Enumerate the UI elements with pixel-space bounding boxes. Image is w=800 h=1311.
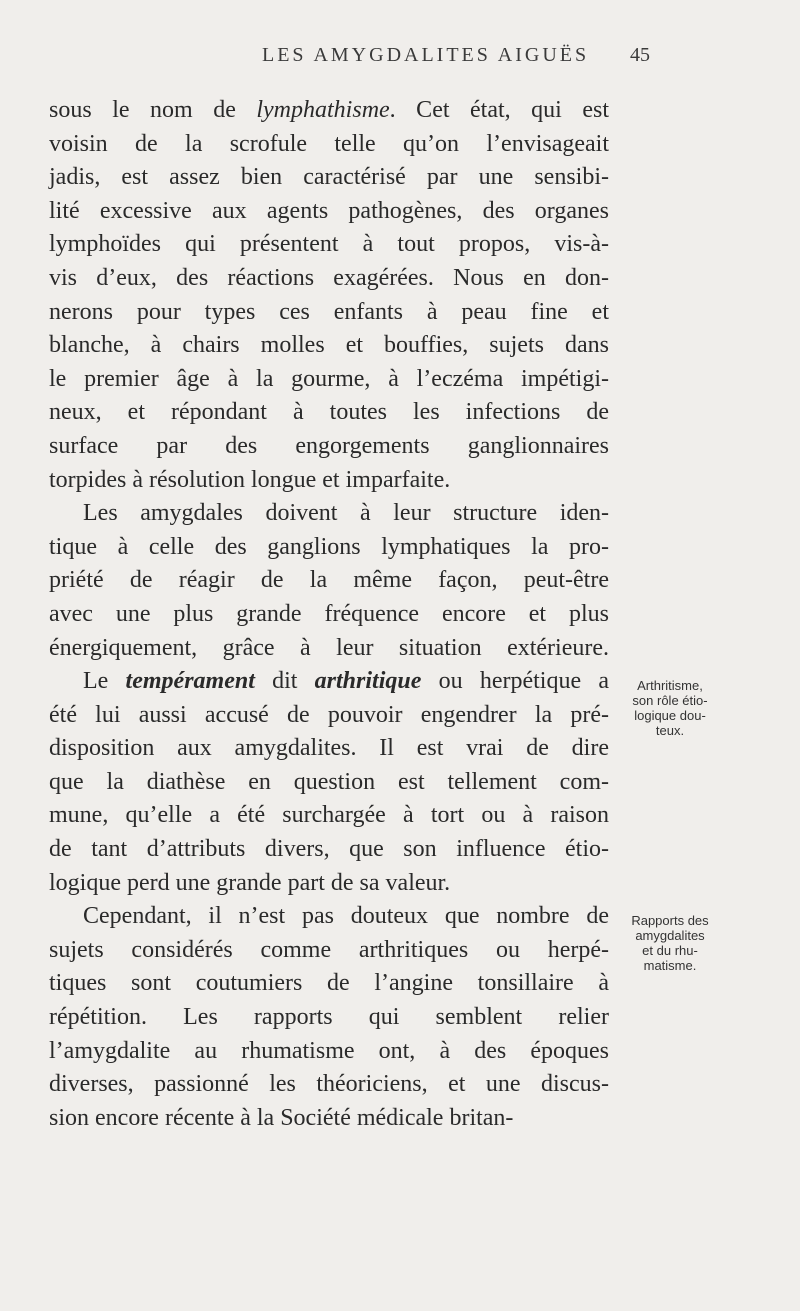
text-segment: torpides à résolution longue et imparfaite. xyxy=(49,466,451,493)
text-line xyxy=(49,497,609,531)
text-segment: le premier âge à la gourme, à l’eczéma impétigi- xyxy=(49,365,609,392)
text-segment: ou herpétique a xyxy=(421,668,610,695)
text-line xyxy=(49,531,609,565)
text-line xyxy=(49,228,609,262)
text-segment: Le xyxy=(83,668,126,695)
emphasized-term: tempérament xyxy=(125,668,255,695)
text-line xyxy=(49,464,609,498)
text-line xyxy=(49,1102,609,1136)
margin-note-line: Arthritisme, xyxy=(637,678,703,693)
text-segment: logique perd une grande part de sa valeur. xyxy=(49,869,451,896)
text-segment: que la diathèse en question est tellement com- xyxy=(49,768,609,795)
text-line xyxy=(49,564,609,598)
emphasized-term: lymphathisme xyxy=(256,97,390,123)
text-line xyxy=(49,699,609,733)
text-segment: été lui aussi accusé de pouvoir engendrer la pré- xyxy=(49,701,609,728)
text-segment: Cependant, il n’est pas douteux que nombre de xyxy=(83,903,609,930)
text-line xyxy=(49,766,609,800)
text-segment: sujets considérés comme arthritiques ou herpé- xyxy=(49,936,609,963)
text-line xyxy=(49,161,609,195)
text-segment: dit xyxy=(254,668,315,695)
text-segment: vis d’eux, des réactions exagérées. Nous en don- xyxy=(49,264,609,291)
text-line xyxy=(49,262,609,296)
text-line xyxy=(49,296,609,330)
text-segment: neux, et répondant à toutes les infections de xyxy=(49,399,609,426)
text-segment: répétition. Les rapports qui semblent relier xyxy=(49,1004,609,1031)
text-line xyxy=(49,1035,609,1069)
text-segment: diverses, passionné les théoriciens, et une discus- xyxy=(49,1071,609,1098)
text-segment: tiques sont coutumiers de l’angine tonsillaire à xyxy=(49,970,609,997)
text-segment: priété de réagir de la même façon, peut-être xyxy=(49,567,609,594)
margin-note-line: et du rhu- xyxy=(642,943,698,958)
margin-note-line: matisme. xyxy=(643,958,697,973)
emphasized-term: arthritique xyxy=(314,668,422,695)
text-segment: jadis, est assez bien caractérisé par une sensibi- xyxy=(49,164,609,191)
text-segment: voisin de la scrofule telle qu’on l’envisageait xyxy=(49,130,609,157)
text-line xyxy=(49,430,609,464)
text-segment: Les amygdales doivent à leur structure iden- xyxy=(83,500,609,527)
text-line xyxy=(49,934,609,968)
text-line xyxy=(49,1001,609,1035)
text-segment: lité excessive aux agents pathogènes, des organes xyxy=(49,197,609,224)
text-segment: mune, qu’elle a été surchargée à tort ou à raison xyxy=(49,802,609,829)
running-title: LES AMYGDALITES AIGUËS xyxy=(262,44,590,66)
text-line xyxy=(49,900,609,934)
margin-note-line: son rôle étio- xyxy=(632,693,708,708)
text-line xyxy=(49,94,609,128)
margin-note-line: amygdalites xyxy=(635,928,705,943)
text-line xyxy=(49,598,609,632)
text-line xyxy=(49,833,609,867)
text-segment: tique à celle des ganglions lymphatiques la pro- xyxy=(49,533,609,560)
text-line xyxy=(49,195,609,229)
text-line xyxy=(49,967,609,1001)
text-line xyxy=(49,732,609,766)
text-segment: avec une plus grande fréquence encore et plus xyxy=(49,600,609,627)
margin-note-line: teux. xyxy=(655,723,685,738)
text-segment: sous le nom de xyxy=(49,97,257,123)
text-segment: nerons pour types ces enfants à peau fine et xyxy=(49,298,609,325)
text-segment: surface par des engorgements ganglionnaires xyxy=(49,432,609,459)
text-segment: énergiquement, grâce à leur situation extérieure. xyxy=(49,634,609,661)
text-segment: de tant d’attributs divers, que son influence étio- xyxy=(49,836,609,863)
text-line xyxy=(49,363,609,397)
text-segment: lymphoïdes qui présentent à tout propos, vis-à- xyxy=(49,231,609,258)
text-line xyxy=(49,867,609,901)
body-text xyxy=(49,94,609,1135)
text-line xyxy=(49,396,609,430)
text-line xyxy=(49,799,609,833)
page-number: 45 xyxy=(630,44,650,66)
margin-note-line: Rapports des xyxy=(631,913,709,928)
margin-note-arthritisme xyxy=(620,678,720,738)
margin-note-line: logique dou- xyxy=(634,708,706,723)
text-line xyxy=(49,665,609,699)
text-segment: l’amygdalite au rhumatisme ont, à des époques xyxy=(49,1037,609,1064)
text-line xyxy=(49,329,609,363)
text-segment: disposition aux amygdalites. Il est vrai de dire xyxy=(49,735,609,762)
text-segment: sion encore récente à la Société médicale britan- xyxy=(49,1104,514,1131)
text-segment: blanche, à chairs molles et bouffies, sujets dans xyxy=(49,332,609,359)
margin-note-rapports xyxy=(620,913,720,973)
text-line xyxy=(49,1068,609,1102)
text-segment: . Cet état, qui est xyxy=(389,97,609,123)
text-line xyxy=(49,128,609,162)
text-line xyxy=(49,632,609,666)
